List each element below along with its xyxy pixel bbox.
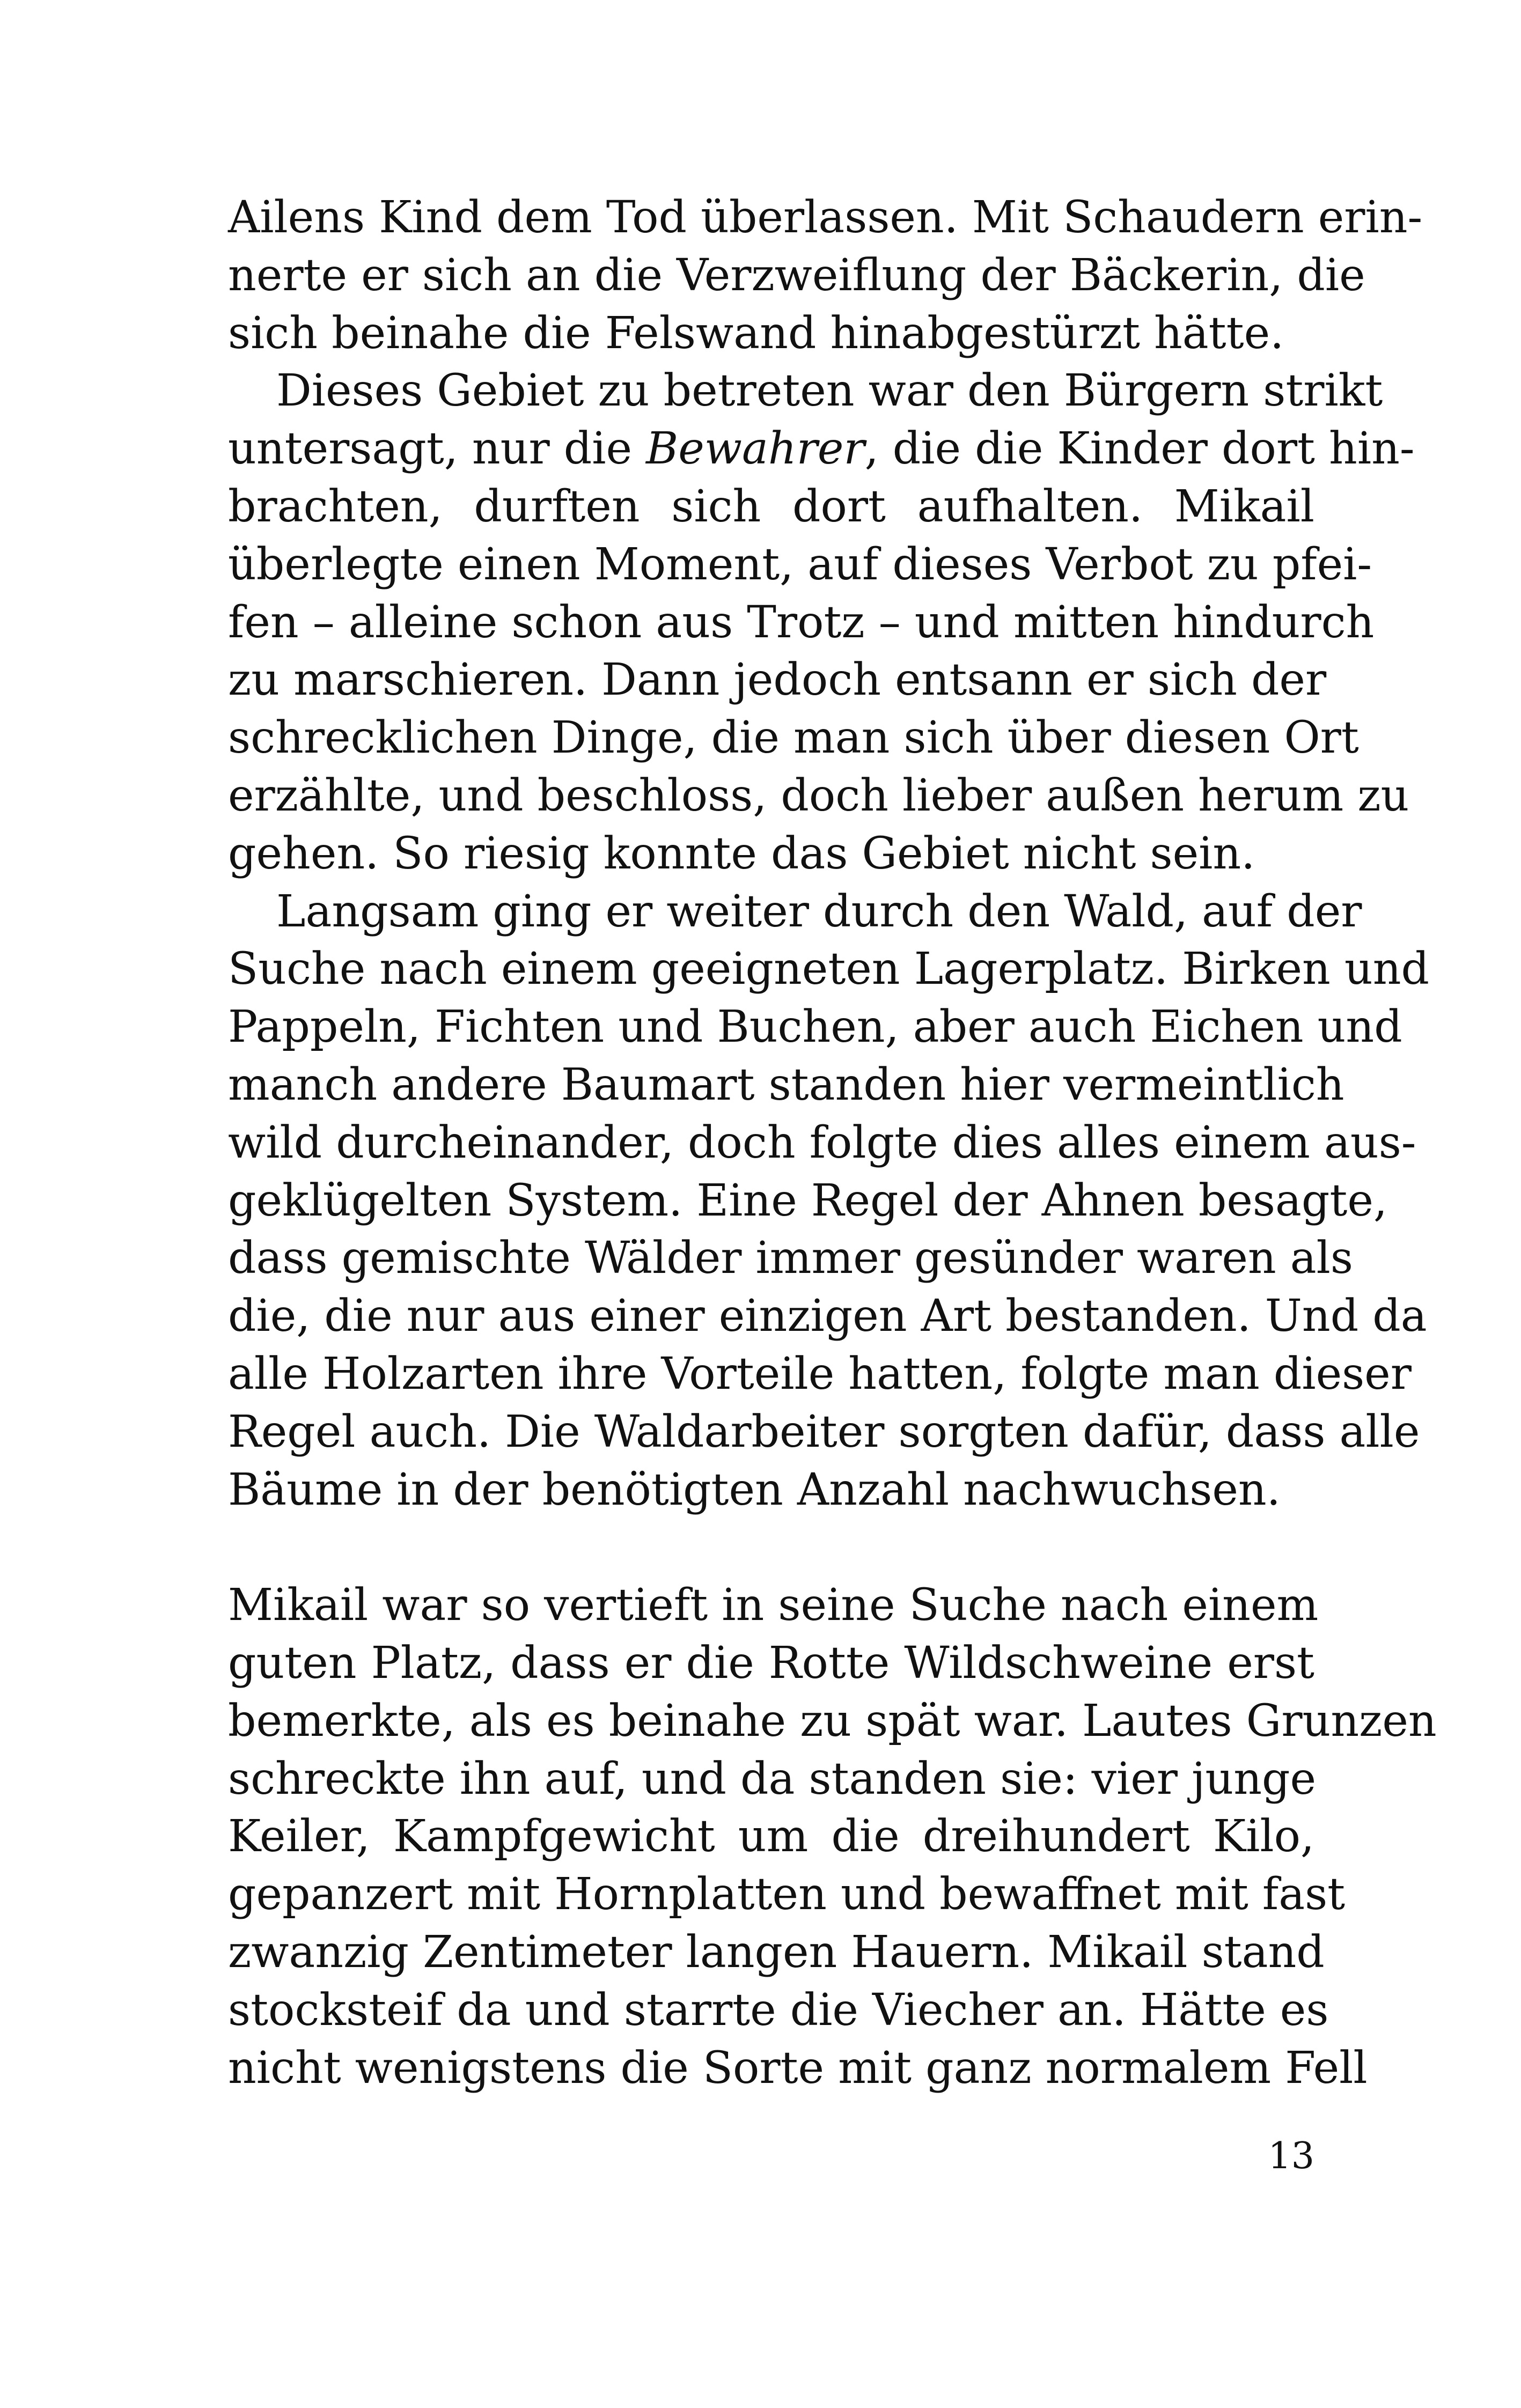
text-line: die, die nur aus einer einzigen Art bestanden. Und da [228, 1291, 1427, 1342]
text-line: schreckte ihn auf, und da standen sie: vier junge [228, 1753, 1317, 1805]
page-number: 13 [1268, 2135, 1314, 2177]
text-line: Dieses Gebiet zu betreten war den Bürgern strikt [276, 365, 1383, 417]
text-line: gehen. So riesig konnte das Gebiet nicht sein. [228, 828, 1255, 879]
text-line: gepanzert mit Hornplatten und bewaffnet mit fast [228, 1869, 1346, 1920]
text-line: überlegte einen Moment, auf dieses Verbot zu pfei- [228, 539, 1372, 590]
text-line: Keiler, Kampfgewicht um die dreihundert Kilo, [228, 1811, 1314, 1862]
text-line: dass gemischte Wälder immer gesünder waren als [228, 1233, 1353, 1284]
text-line: guten Platz, dass er die Rotte Wildschweine erst [228, 1637, 1314, 1689]
paragraph [228, 362, 1415, 882]
italic-term: Bewahrer [646, 423, 865, 475]
text-line: zwanzig Zentimeter langen Hauern. Mikail stand [228, 1926, 1325, 1978]
text-line: fen – alleine schon aus Trotz – und mitten hindurch [228, 597, 1375, 648]
text-line: wild durcheinander, doch folgte dies alles einem aus- [228, 1117, 1416, 1168]
text-line: Ailens Kind dem Tod überlassen. Mit Schaudern erin- [228, 192, 1423, 243]
text-line: untersagt, nur die Bewahrer, die die Kinder dort hin- [228, 423, 1415, 475]
paragraph [228, 189, 1423, 362]
text-line: Regel auch. Die Waldarbeiter sorgten dafür, dass alle [228, 1406, 1420, 1457]
text-line: erzählte, und beschloss, doch lieber außen herum zu [228, 770, 1409, 821]
text-line: Langsam ging er weiter durch den Wald, auf der [276, 886, 1362, 937]
section-break [228, 1519, 1314, 1577]
text-line: Bäume in der benötigten Anzahl nachwuchsen. [228, 1464, 1281, 1515]
text-line: alle Holzarten ihre Vorteile hatten, folgte man dieser [228, 1348, 1412, 1400]
text-line: sich beinahe die Felswand hinabgestürzt hätte. [228, 307, 1284, 359]
text-line: stocksteif da und starrte die Viecher an. Hätte es [228, 1984, 1329, 2036]
text-line: brachten, durften sich dort aufhalten. Mikail [228, 481, 1314, 532]
body-text [228, 189, 1437, 2097]
text-line: manch andere Baumart standen hier vermeintlich [228, 1059, 1344, 1110]
text-line: bemerkte, als es beinahe zu spät war. Lautes Grunzen [228, 1695, 1437, 1747]
text-line: nicht wenigstens die Sorte mit ganz normalem Fell [228, 2042, 1368, 2094]
text-line: schrecklichen Dinge, die man sich über diesen Ort [228, 712, 1359, 764]
text-line: Pappeln, Fichten und Buchen, aber auch Eichen und [228, 1002, 1402, 1053]
text-line: geklügelten System. Eine Regel der Ahnen besagte, [228, 1175, 1387, 1226]
paragraph [228, 1577, 1437, 2097]
text-line: nerte er sich an die Verzweiflung der Bäckerin, die [228, 249, 1365, 301]
paragraph [228, 883, 1430, 1519]
text-line: Suche nach einem geeigneten Lagerplatz. Birken und [228, 944, 1430, 995]
text-line: Mikail war so vertieft in seine Suche nach einem [228, 1580, 1319, 1631]
text-line: zu marschieren. Dann jedoch entsann er sich der [228, 654, 1327, 706]
